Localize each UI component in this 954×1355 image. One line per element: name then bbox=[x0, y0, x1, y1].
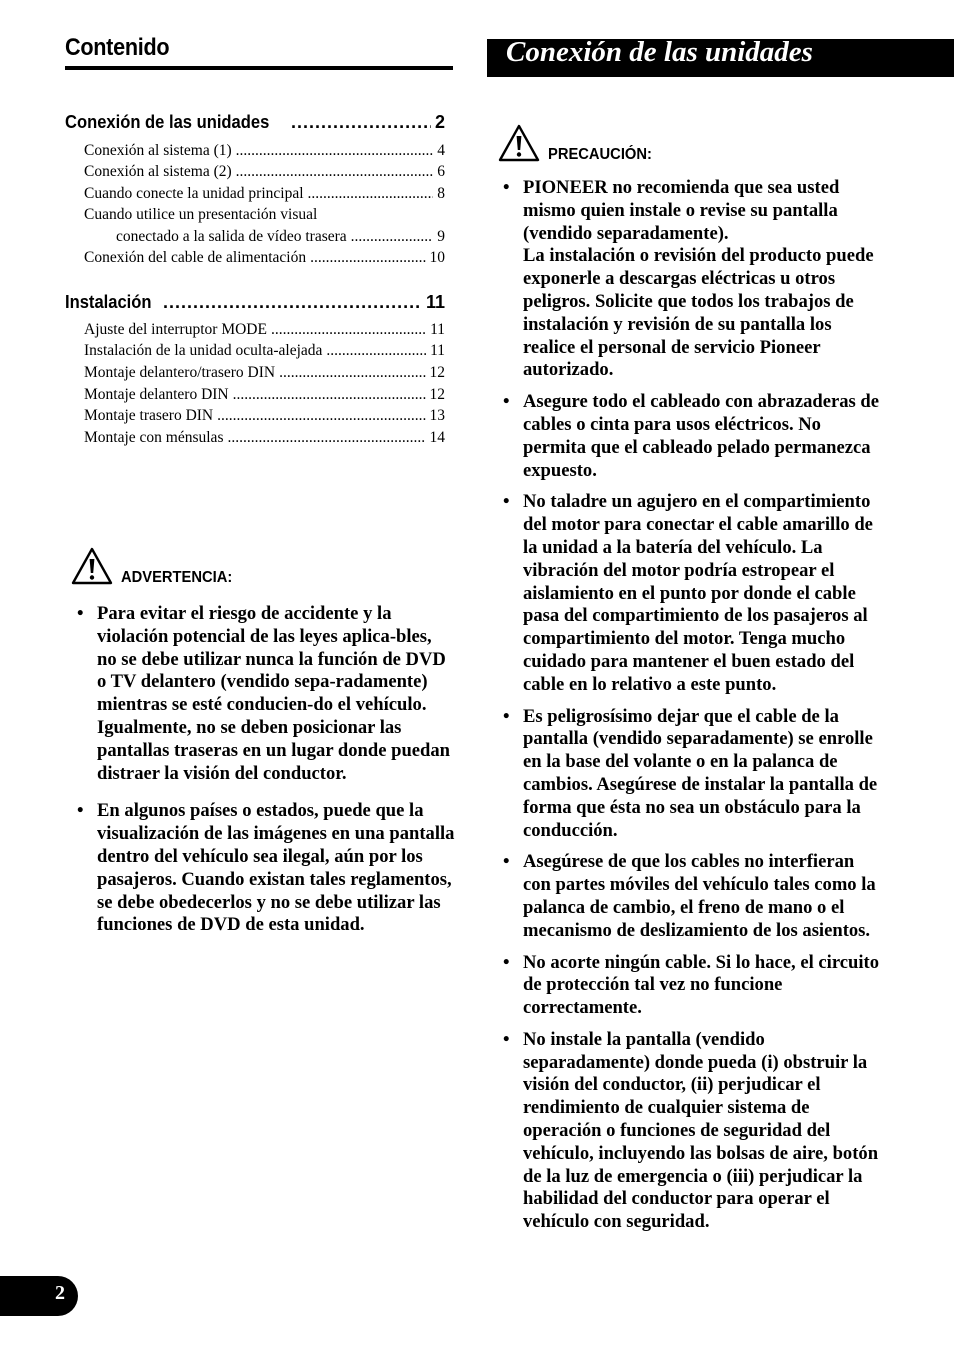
caution-text: Es peligrosísimo dejar que el cable de la pantalla (vendido separadamente) se enrolle en la base del volante o en la palanca de cambios. Asegúrese de instalar la pantalla de forma que ésta no sea un obstáculo para la conducción. bbox=[523, 705, 878, 841]
warning-header bbox=[71, 547, 238, 585]
bullet-glyph: • bbox=[503, 391, 510, 413]
toc-entry[interactable] bbox=[84, 386, 445, 406]
bullet-glyph: • bbox=[503, 951, 510, 973]
toc-entry[interactable] bbox=[84, 163, 445, 183]
toc-entry[interactable] bbox=[84, 429, 445, 449]
list-item bbox=[503, 1029, 881, 1234]
toc-entry-page: 11 bbox=[430, 342, 445, 359]
toc-title: Contenido bbox=[65, 34, 170, 61]
toc-entry[interactable] bbox=[84, 206, 445, 226]
bullet-glyph: • bbox=[503, 491, 510, 513]
toc-entry-page: 4 bbox=[437, 142, 445, 159]
bullet-glyph: • bbox=[77, 800, 84, 822]
toc-entry[interactable] bbox=[84, 249, 445, 269]
warning-text: Para evitar el riesgo de accidente y la violación potencial de las leyes aplica-bles, no se debe utilizar nunca la función de DVD o TV delantero (vendido sepa-radamente) mientras se esté conducien-do el vehículo. Igualmente, no se deben posicionar las pantallas traseras en un lugar donde puedan distraer la visión del conductor. bbox=[97, 603, 451, 784]
list-item bbox=[503, 706, 881, 843]
toc-entry-label: Instalación de la unidad oculta-alejada bbox=[84, 342, 323, 359]
warning-triangle-icon bbox=[71, 547, 113, 585]
section-title: Conexión de las unidades bbox=[506, 36, 813, 68]
toc-leader-dots bbox=[227, 429, 425, 447]
toc-entry-page: 12 bbox=[429, 386, 445, 403]
toc-entry[interactable] bbox=[84, 342, 445, 362]
toc-entry-label: Montaje con ménsulas bbox=[84, 429, 224, 446]
page-number-tab bbox=[0, 1276, 78, 1316]
caution-title: PRECAUCIÓN: bbox=[548, 146, 652, 163]
toc-leader-dots bbox=[351, 228, 434, 246]
toc-entry-label: conectado a la salida de vídeo trasera bbox=[116, 228, 347, 245]
toc-leader-dots bbox=[163, 292, 422, 313]
toc-entry[interactable] bbox=[84, 407, 445, 427]
toc-entry[interactable] bbox=[84, 364, 445, 384]
warning-title: ADVERTENCIA: bbox=[121, 569, 233, 586]
toc-leader-dots bbox=[217, 407, 425, 425]
toc-entry-label: Montaje delantero/trasero DIN bbox=[84, 364, 276, 381]
caution-text: Asegúrese de que los cables no interfieran con partes móviles del vehículo tales como la palanca de cambio, el freno de mano o el mecanismo de deslizamiento de los asientos. bbox=[523, 851, 876, 941]
toc-section-conexion[interactable] bbox=[65, 112, 445, 136]
toc-entry-label: Ajuste del interruptor MODE bbox=[84, 321, 267, 338]
toc-entry-label: Montaje trasero DIN bbox=[84, 407, 214, 424]
toc-entry-page: 14 bbox=[429, 429, 445, 446]
toc-leader-dots bbox=[279, 364, 425, 382]
toc-entry-page: 10 bbox=[429, 249, 445, 266]
toc-entry[interactable] bbox=[84, 185, 445, 205]
toc-leader-dots bbox=[291, 112, 431, 133]
toc-entry-page: 12 bbox=[429, 364, 445, 381]
warning-triangle-icon bbox=[498, 124, 540, 162]
toc-section-label: Conexión de las unidades bbox=[65, 112, 270, 132]
list-item bbox=[77, 800, 455, 937]
toc-section-instalacion[interactable] bbox=[65, 292, 445, 316]
toc-entry-page: 6 bbox=[437, 163, 445, 180]
caution-list bbox=[503, 177, 881, 1234]
bullet-glyph: • bbox=[503, 1028, 510, 1050]
toc-entry[interactable] bbox=[116, 228, 445, 248]
toc-leader-dots bbox=[236, 142, 434, 160]
toc-entry[interactable] bbox=[84, 321, 445, 341]
toc-section-page: 2 bbox=[434, 112, 445, 132]
toc-entry-label: Cuando utilice un presentación visual bbox=[84, 206, 318, 223]
toc-leader-dots bbox=[310, 249, 425, 267]
caution-text: No instale la pantalla (vendido separadamente) donde pueda (i) obstruir la visión del conductor, (ii) perjudicar el rendimiento de cualquier sistema de operación o funciones de seguridad del vehículo, incluyendo las bolsas de aire, botón de la luz de emergencia o (iii) perjudicar la habilidad del conductor para operar el vehículo con seguridad. bbox=[523, 1028, 879, 1233]
warning-list bbox=[77, 603, 455, 937]
caution-header bbox=[498, 124, 657, 162]
toc-entry-label: Montaje delantero DIN bbox=[84, 386, 229, 403]
list-item bbox=[503, 177, 881, 382]
toc-leader-dots bbox=[271, 321, 426, 339]
caution-continuation: La instalación o revisión del producto puede exponerle a descargas eléctricas u otros peligros. Solicite que todos los trabajos de instalación y revisión de su pantalla los realice el personal de servicio Pioneer autorizado. bbox=[523, 245, 874, 381]
toc-section-page: 11 bbox=[425, 292, 445, 312]
toc-entry-page: 8 bbox=[437, 185, 445, 202]
caution-text: PIONEER no recomienda que sea usted mismo quien instale o revise su pantalla (vendido separadamente). bbox=[523, 177, 840, 244]
caution-text: Asegure todo el cableado con abrazaderas de cables o cinta para usos eléctricos. No permita que el cableado pelado permanezca expuesto. bbox=[523, 391, 880, 481]
caution-text: No taladre un agujero en el compartimiento del motor para conectar el cable amarillo de la unidad a la batería del vehículo. La vibración del motor podría estropear el aislamiento en el punto por donde el cable pasa del compartimiento de los pasajeros al compartimiento del motor. Tenga mucho cuidado para mantener el buen estado del cable en lo relativo a este punto. bbox=[523, 491, 873, 695]
toc-section-label: Instalación bbox=[65, 292, 152, 312]
toc-entry-page: 13 bbox=[429, 407, 445, 424]
toc-entry-label: Cuando conecte la unidad principal bbox=[84, 185, 304, 202]
toc-leader-dots bbox=[236, 163, 434, 181]
bullet-glyph: • bbox=[503, 851, 510, 873]
list-item bbox=[503, 952, 881, 1020]
page-number: 2 bbox=[55, 1282, 65, 1304]
warning-text: En algunos países o estados, puede que la visualización de las imágenes en una pantalla dentro del vehículo sea ilegal, aún por los pasajeros. Cuando existan tales reglamentos, se debe obedecerlos y no se debe utilizar las funciones de DVD de esta unidad. bbox=[97, 800, 455, 936]
list-item bbox=[77, 603, 455, 785]
toc-entry-page: 9 bbox=[437, 228, 445, 245]
caution-text: No acorte ningún cable. Si lo hace, el circuito de protección tal vez no funcione correctamente. bbox=[523, 951, 880, 1019]
list-item bbox=[503, 491, 881, 696]
bullet-glyph: • bbox=[77, 603, 84, 624]
toc-title-rule bbox=[65, 66, 453, 70]
toc-entry-label: Conexión al sistema (1) bbox=[84, 142, 232, 159]
toc-leader-dots bbox=[326, 342, 426, 360]
list-item bbox=[503, 851, 881, 942]
bullet-glyph: • bbox=[503, 177, 510, 198]
toc-entry-page: 11 bbox=[430, 321, 445, 338]
toc-entry[interactable] bbox=[84, 142, 445, 162]
toc-leader-dots bbox=[233, 386, 426, 404]
toc-entry-label: Conexión del cable de alimentación bbox=[84, 249, 307, 266]
bullet-glyph: • bbox=[503, 705, 510, 727]
list-item bbox=[503, 391, 881, 482]
toc-entry-label: Conexión al sistema (2) bbox=[84, 163, 232, 180]
toc-leader-dots bbox=[308, 185, 434, 203]
